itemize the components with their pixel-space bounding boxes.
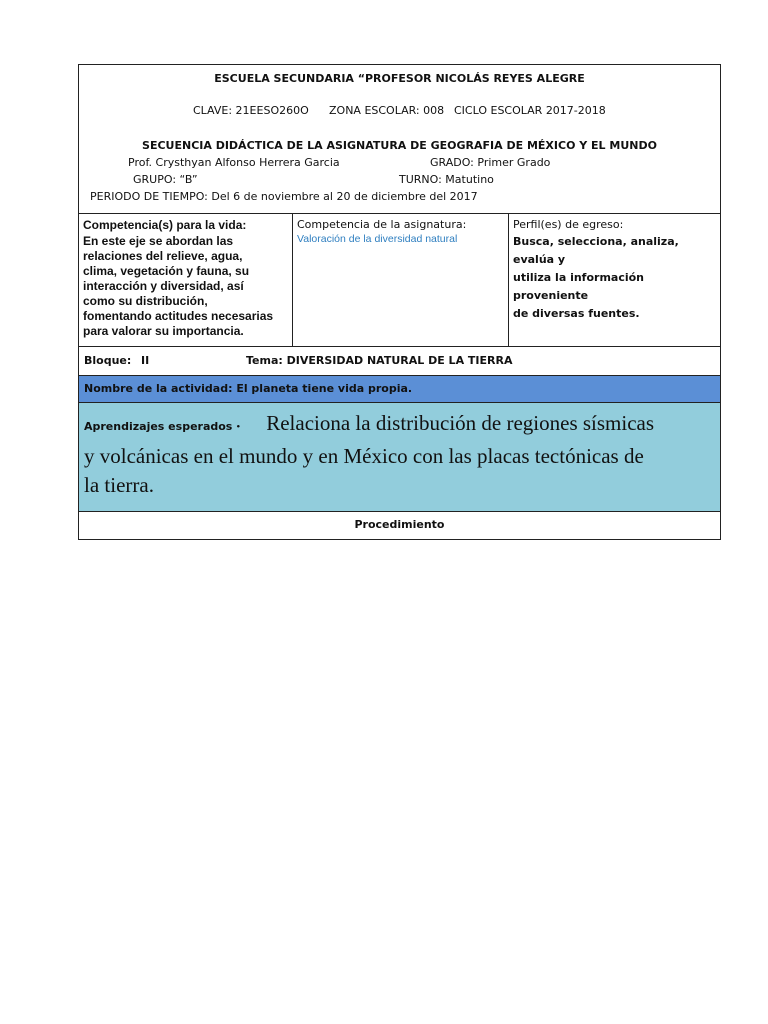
competencias-row	[79, 214, 720, 347]
competencia-asignatura-title: Competencia de la asignatura:	[297, 218, 467, 231]
aprendizajes-line-3: la tierra.	[84, 473, 154, 497]
competencia-vida-line: para valorar su importancia.	[83, 324, 244, 338]
profesor: Prof. Crysthyan Alfonso Herrera Garcia	[128, 156, 340, 169]
turno: TURNO: Matutino	[399, 173, 494, 186]
perfil-egreso-line: Busca, selecciona, analiza, evalúa y	[513, 235, 679, 266]
clave: CLAVE: 21EESO260O	[193, 104, 309, 117]
ciclo-escolar: CICLO ESCOLAR 2017-2018	[454, 104, 606, 117]
secuencia-title: SECUENCIA DIDÁCTICA DE LA ASIGNATURA DE GEOGRAFIA DE MÉXICO Y EL MUNDO	[142, 139, 657, 152]
zona-escolar: ZONA ESCOLAR: 008	[329, 104, 445, 117]
sequence-table	[78, 64, 721, 540]
competencia-vida-line: clima, vegetación y fauna, su	[83, 264, 250, 278]
actividad-row: Nombre de la actividad: El planeta tiene vida propia.	[79, 376, 720, 403]
tema: Tema: DIVERSIDAD NATURAL DE LA TIERRA	[246, 354, 513, 367]
competencia-vida-line: fomentando actitudes necesarias	[83, 309, 274, 323]
competencia-asignatura-body: Valoración de la diversidad natural	[297, 233, 458, 245]
competencia-vida-line: En este eje se abordan las	[83, 234, 234, 248]
aprendizajes-line-2: y volcánicas en el mundo y en México con las placas tectónicas de	[84, 444, 644, 468]
bullet-icon: •	[236, 421, 241, 433]
competencia-vida-body	[83, 234, 288, 339]
competencia-vida-line: relaciones del relieve, agua,	[83, 249, 243, 263]
perfil-egreso-cell	[508, 214, 720, 346]
header-block	[79, 65, 720, 214]
perfil-egreso-title: Perfil(es) de egreso:	[513, 218, 624, 231]
perfil-egreso-line: utiliza la información proveniente	[513, 271, 645, 302]
competencia-vida-line: interacción y diversidad, así	[83, 279, 244, 293]
aprendizajes-text	[84, 409, 715, 500]
periodo: PERIODO DE TIEMPO: Del 6 de noviembre al 20 de diciembre del 2017	[90, 190, 478, 203]
school-name: ESCUELA SECUNDARIA “PROFESOR NICOLÁS REYES ALEGRE	[214, 72, 585, 85]
competencia-vida-line: como su distribución,	[83, 294, 208, 308]
aprendizajes-row	[79, 403, 720, 512]
bloque-value: II	[141, 354, 150, 367]
competencia-vida-title: Competencia(s) para la vida:	[83, 218, 247, 232]
aprendizajes-label: Aprendizajes esperados	[84, 420, 233, 433]
competencia-asignatura-cell	[292, 214, 508, 346]
aprendizajes-line-1: Relaciona la distribución de regiones sísmicas	[266, 411, 655, 435]
grado: GRADO: Primer Grado	[430, 156, 551, 169]
bloque-label: Bloque:	[84, 354, 132, 367]
competencia-vida-cell	[79, 214, 292, 346]
bloque-row	[79, 347, 720, 376]
perfil-egreso-line: de diversas fuentes.	[513, 307, 640, 320]
grupo: GRUPO: “B”	[133, 173, 198, 186]
perfil-egreso-body	[513, 233, 716, 323]
procedimiento-row: Procedimiento	[354, 518, 445, 531]
